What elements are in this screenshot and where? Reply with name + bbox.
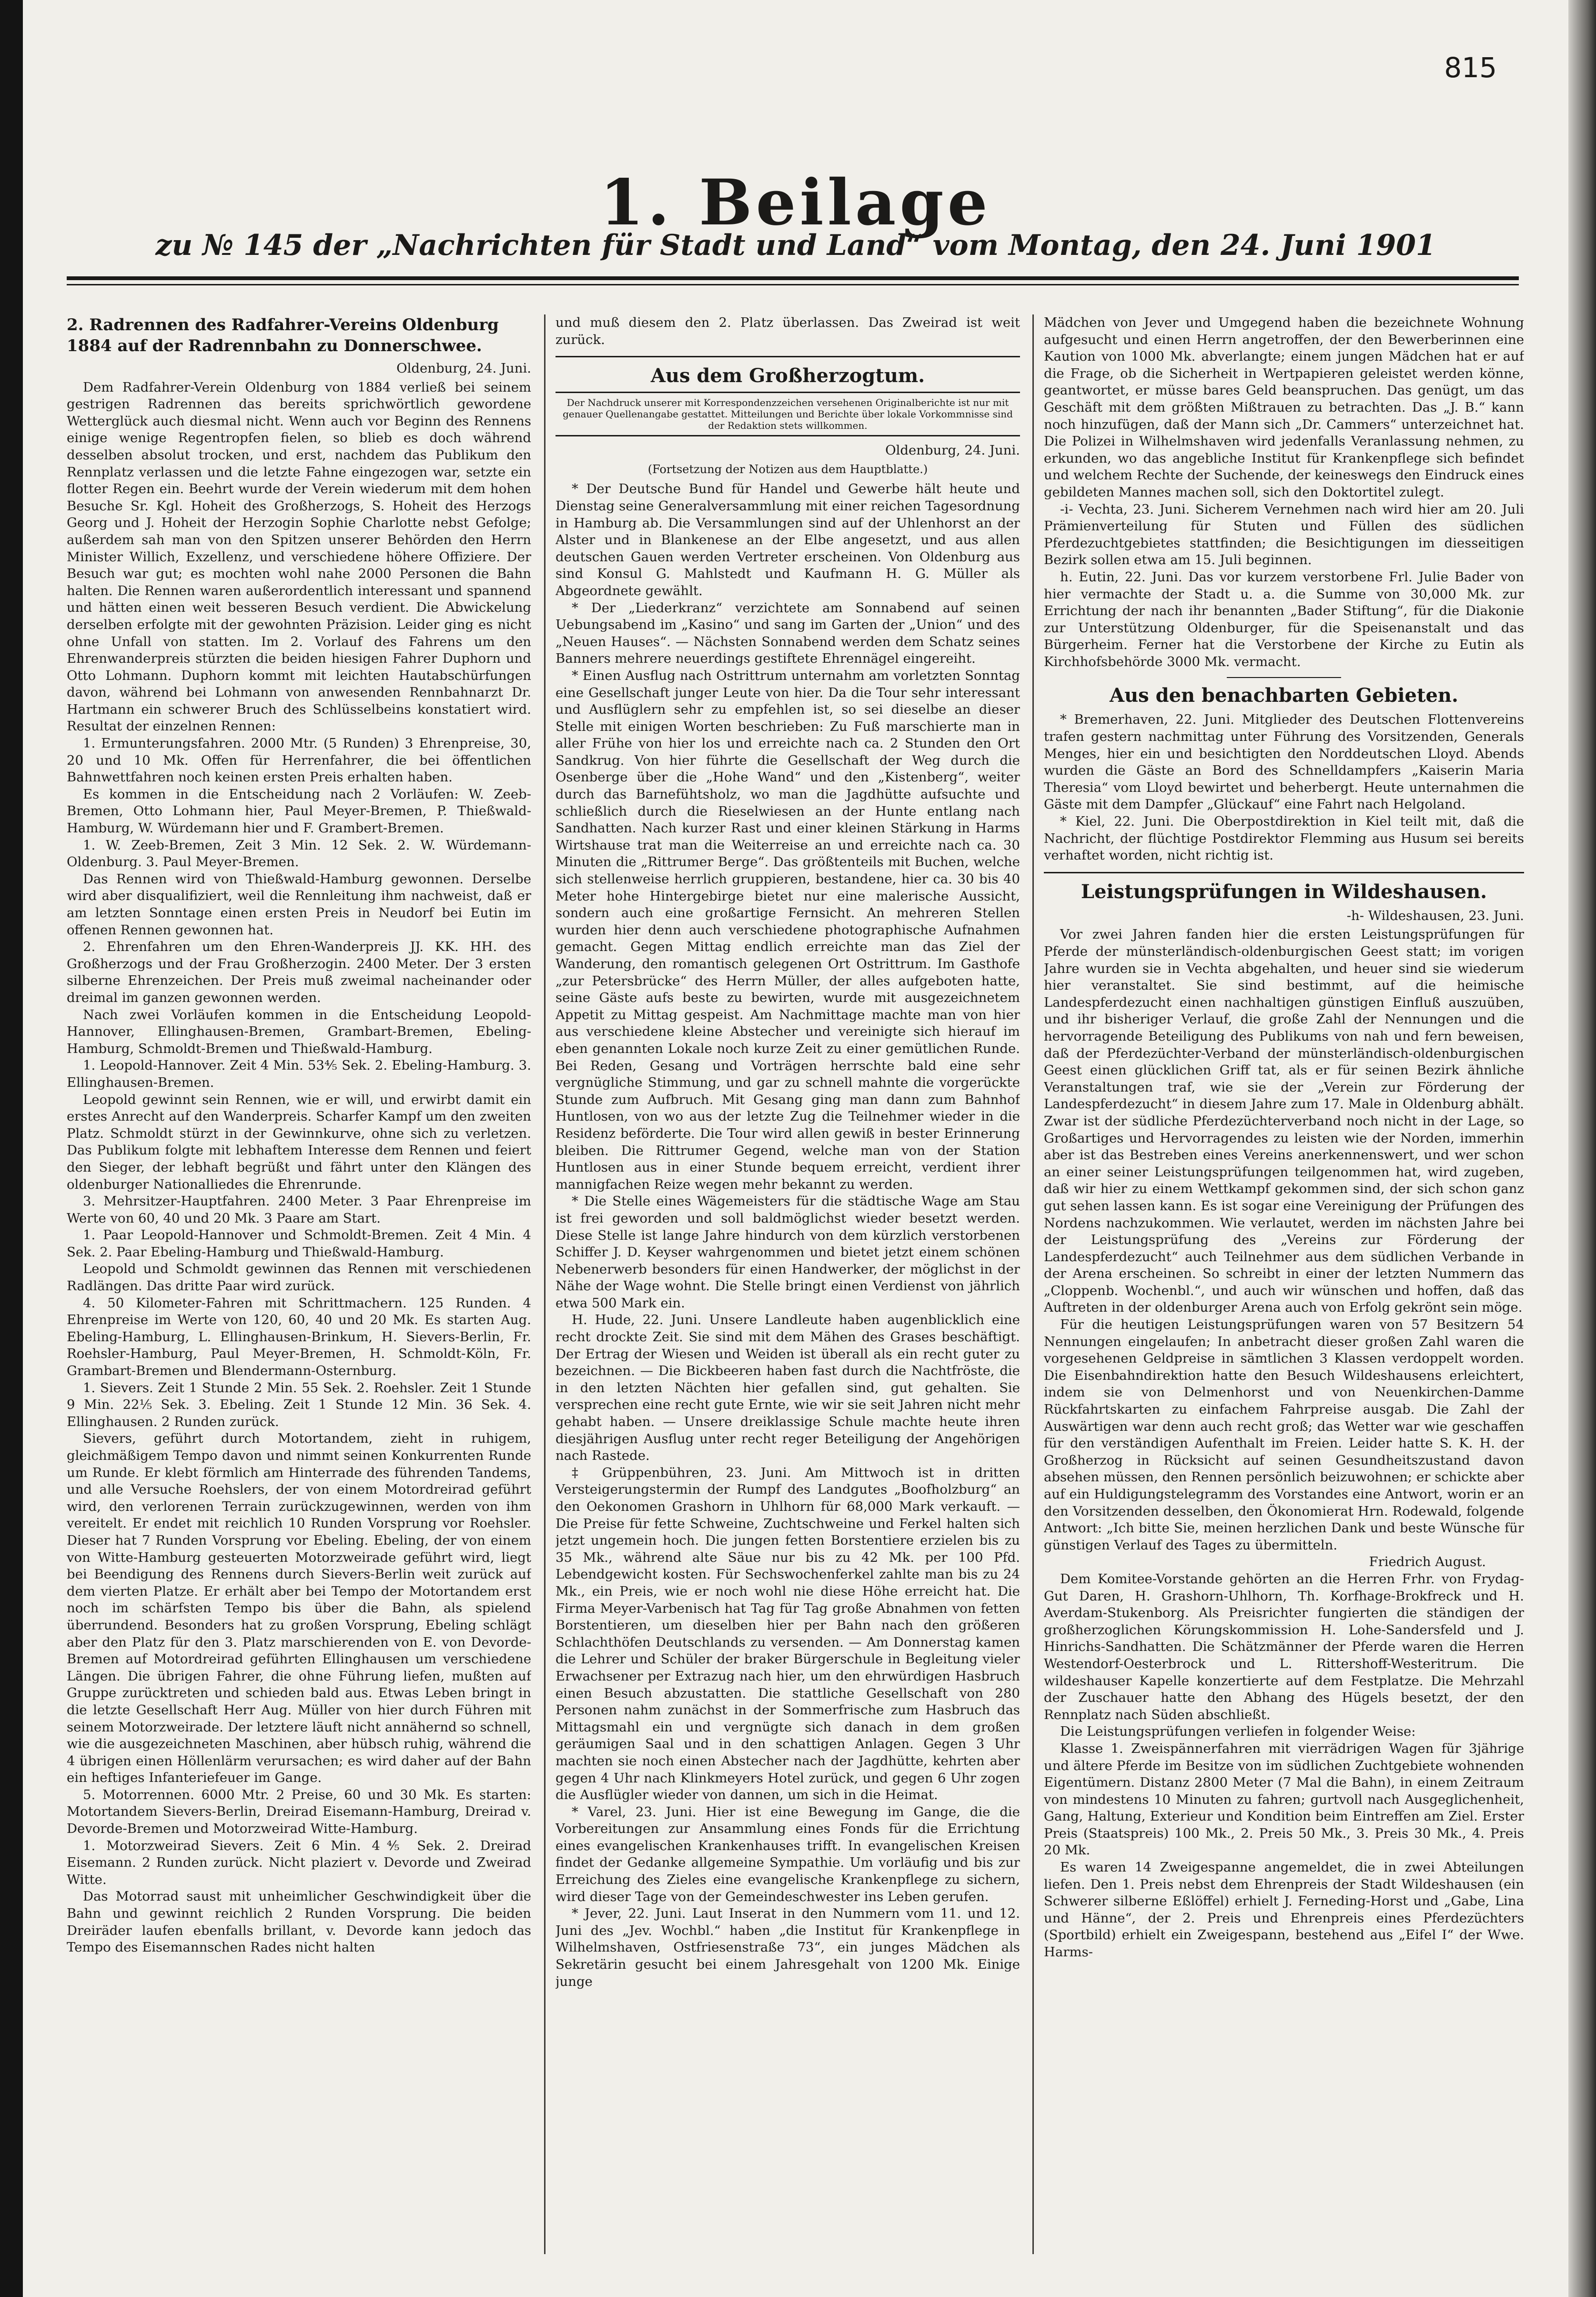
paragraph: Sievers, geführt durch Motortandem, zieht in ruhigem, gleichmäßigem Tempo davon und nimmt seinen Konkurrenten Runde um Runde. Er klebt förmlich am Hinterrade des führenden Tandems, und alle Versuche Roehslers, der von einem Motordreirad geführt wird, den verlorenen Terrain zurückzugewinnen, werden von ihm vereitelt. Er endet mit reichlich 10 Runden Vorsprung vor Roehsler. Dieser hat 7 Runden Vorsprung vor Ebeling. Ebeling, der von einem von Witte-Hamburg gesteuerten Motorzweirade geführt wird, liegt bei Beendigung des Rennens durch Sievers-Berlin weit zurück auf dem vierten Platze. Er erhält aber bei Tempo der Motortandem erst noch im schärfsten Tempo bis über die Bahn, als spielend überrundend. Besonders hat zu großen Vorsprung, Ebeling schlägt aber den Platz für den 3. Platz marschierenden von E. von Devorde-Bremen auf Motordreirad geführten Ellinghausen um verschiedene Längen. Die übrigen Fahrer, die ohne Führung liefen, mußten auf Gruppe zurücktreten und schieden bald aus. Etwas Leben bringt in die letzte Gesellschaft Herr Aug. Müller von hier durch Führen mit seinem Motorzweirade. Der letztere läuft nicht annähernd so schnell, wie die ausgezeichneten Maschinen, aber hübsch ruhig, während die 4 übrigen einen Höllenlärm verursachen; es wird daher auf der Bahn ein heftiges Infanteriefeuer im Gange. [67,1431,531,1786]
paragraph: 1. Sievers. Zeit 1 Stunde 2 Min. 55 Sek. 2. Roehsler. Zeit 1 Stunde 9 Min. 22⅕ Sek. 3. Ebeling. Zeit 1 Stunde 12 Min. 36 Sek. 4. Ellinghausen. 2 Runden zurück. [67,1380,531,1429]
masthead-subtitle: zu № 145 der „Nachrichten für Stadt und Land“ vom Montag, den 24. Juni 1901 [155,229,1436,262]
column-separator-2 [1032,314,1034,2254]
dateline: Oldenburg, 24. Juni. [396,361,531,376]
paragraph: -i- Vechta, 23. Juni. Sicherem Vernehmen nach wird hier am 20. Juli Prämienverteilung für Stuten und Füllen des südlichen Pferdezuchtgebietes stattfinden; die Besichtigungen im diesseitigen Bezirk sollen etwa am 15. Juli beginnen. [1044,501,1524,568]
paragraph: Das Motorrad saust mit unheimlicher Geschwindigkeit über die Bahn und gewinnt reichlich 2 Runden Vorsprung. Die beiden Dreiräder laufen ebenfalls brillant, v. Devorde kann jedoch das Tempo des Eisemannschen Rades nicht halten [67,1889,531,1955]
column-2 [556,314,1020,2259]
section-title-grossherzogtum: Aus dem Großherzogtum. [650,364,925,387]
paragraph: ‡ Grüppenbühren, 23. Juni. Am Mittwoch ist in dritten Versteigerungstermin der Rumpf des Landgutes „Boofholzburg“ an den Oekonomen Grashorn in Uhlhorn für 68,000 Mark verkauft. — Die Preise für fette Schweine, Zuchtschweine und Ferkel halten sich jetzt ungemein hoch. Die jungen fetten Borstentiere erzielen bis zu 35 Mk., während alte Säue nur bis zu 42 Mk. per 100 Pfd. Lebendgewicht kosten. Für Sechswochenferkel zahlte man bis zu 24 Mk., ein Preis, wie er noch wohl nie diese Höhe erreicht hat. Die Firma Meyer-Varbenisch hat Tag für Tag große Abnahmen von fetten Borstentieren, um dieselben hier per Bahn nach den größeren Schlachthöfen Deutschlands zu versenden. — Am Donnerstag kamen die Lehrer und Schüler der braker Bürgerschule in Begleitung vieler Erwachsener per Extrazug nach hier, um den ehrwürdigen Hasbruch einen Besuch abzustatten. Die stattliche Gesellschaft von 280 Personen nahm zunächst in der Sommerfrische zum Hasbruch das Mittagsmahl ein und vergnügte sich danach in dem großen geräumigen Saal und in den schattigen Anlagen. Gegen 3 Uhr machten sie noch einen Abstecher nach der Jagdhütte, kehrten aber gegen 4 Uhr nach Klinkmeyers Hotel zurück, und gegen 6 Uhr zogen die Ausflügler wieder von dannen, um sich in die Heimat. [556,1465,1020,1803]
paragraph: Mädchen von Jever und Umgegend haben die bezeichnete Wohnung aufgesucht und einen Herrn angetroffen, der den Bewerberinnen eine Kaution von 1000 Mk. abverlangte; einem jungen Mädchen hat er auf die Frage, ob die Sicherheit in Wertpapieren geleistet werden könne, geantwortet, er müsse bares Geld beanspruchen. Das genügt, um das Geschäft mit dem größten Mißtrauen zu betrachten. Das „J. B.“ kann noch hinzufügen, daß der Mann sich „Dr. Cammers“ unterzeichnet hat. Die Polizei in Wilhelmshaven wird jedenfalls Veranlassung nehmen, zu erkunden, wo das angebliche Institut für Krankenpflege sich befindet und welchem Rechte der Suchende, der keineswegs den Eindruck eines gebildeten Mannes machen soll, sich den Doktortitel zulegt. [1044,315,1524,500]
paragraph: Es kommen in die Entscheidung nach 2 Vorläufen: W. Zeeb-Bremen, Otto Lohmann hier, Paul Meyer-Bremen, P. Thießwald-Hamburg, W. Würdemann hier und F. Grambert-Bremen. [67,786,531,836]
paragraph: * Bremerhaven, 22. Juni. Mitglieder des Deutschen Flottenvereins trafen gestern nachmittag unter Führung des Vorsitzenden, Generals Menges, hier ein und besichtigten den Norddeutschen Lloyd. Abends wurden die Gäste an Bord des Schnelldampfers „Kaiserin Maria Theresia“ vom Lloyd bewirtet und beherbergt. Heute unternahmen die Gäste mit dem Dampfer „Glückauf“ eine Fahrt nach Helgoland. [1044,712,1524,812]
paragraph: 3. Mehrsitzer-Hauptfahren. 2400 Meter. 3 Paar Ehrenpreise im Werte von 60, 40 und 20 Mk. 3 Paare am Start. [67,1194,531,1226]
paragraph: * Jever, 22. Juni. Laut Inserat in den Nummern vom 11. und 12. Juni des „Jev. Wochbl.“ haben „die Institut für Krankenpflege in Wilhelmshaven, Ostfriesenstraße 73“, ein junges Mädchen als Sekretärin gesucht bei einem Jahresgehalt von 1200 Mk. Einige junge [556,1906,1020,1989]
paragraph: h. Eutin, 22. Juni. Das vor kurzem verstorbene Frl. Julie Bader von hier vermachte der Stadt u. a. die Summe von 30,000 Mk. zur Errichtung der nach ihr benannten „Bader Stiftung“, für die Diakonie zur Unterstützung Oldenburger, für die Speisenanstalt und das Bürgerheim. Ferner hat die Verstorbene der Kirche zu Eutin als Kirchhofsbehörde 3000 Mk. vermacht. [1044,569,1524,669]
paragraph: 4. 50 Kilometer-Fahren mit Schrittmachern. 125 Runden. 4 Ehrenpreise im Werte von 120, 60, 40 und 20 Mk. Es starten Aug. Ebeling-Hamburg, L. Ellinghausen-Brinkum, H. Sievers-Berlin, Fr. Roehsler-Hamburg, Paul Meyer-Bremen, H. Schmoldt-Köln, Fr. Grambart-Bremen und Blendermann-Osternburg. [67,1295,531,1379]
paragraph: 1. W. Zeeb-Bremen, Zeit 3 Min. 12 Sek. 2. W. Würdemann-Oldenburg. 3. Paul Meyer-Bremen. [67,837,531,870]
paragraph: * Die Stelle eines Wägemeisters für die städtische Wage am Stau ist frei geworden und soll baldmöglichst wieder besetzt werden. Diese Stelle ist lange Jahre hindurch von dem kürzlich verstorbenen Schiffer J. D. Keyser wahrgenommen und bietet jetzt einem schönen Nebenerwerb besonders für einen Handwerker, der möglichst in der Nähe der Wage wohnt. Die Stelle bringt einen Verdienst von jährlich etwa 500 Mark ein. [556,1194,1020,1311]
paragraph: Für die heutigen Leistungsprüfungen waren von 57 Besitzern 54 Nennungen eingelaufen; In anbetracht dieser großen Zahl waren die vorgesehenen Geldpreise in sämtlichen 3 Klassen verdoppelt worden. Die Eisenbahndirektion hatte den Besuch Wildeshausens erleichtert, indem sie von Delmenhorst und von Neuenkirchen-Damme Rückfahrtskarten zu einfachem Fahrpreise ausgab. Die Zahl der Auswärtigen war denn auch recht groß; das Wetter war wie geschaffen für den verständigen Aufenthalt im Freien. Leider hatte S. K. H. der Großherzog in Rücksicht auf seinen Gesundheitszustand davon absehen müssen, den Rennen persönlich beizuwohnen; er schickte aber auf ein Huldigungstelegramm des Vorstandes eine Antwort, worin er an den Vorsitzenden desselben, den Ökonomierat Hrn. Rodewald, folgende Antwort: „Ich bitte Sie, meinen herzlichen Dank und beste Wünsche für günstigen Verlauf des Tages zu übermitteln. [1044,1317,1524,1553]
paragraph: Es waren 14 Zweigespanne angemeldet, die in zwei Abteilungen liefen. Den 1. Preis nebst dem Ehrenpreis der Stadt Wildeshausen (ein Schwerer silberne Eßlöffel) erhielt J. Ferneding-Horst und „Gabe, Lina und Hänne“, der 2. Preis und Ehrenpreis eines Pferdezüchters (Sportbild) erhielt ein Zweigespann, bestehend aus „Eifel I“ der Wwe. Harms- [1044,1860,1524,1960]
continuation-paragraph: und muß diesem den 2. Platz überlassen. Das Zweirad ist weit zurück. [556,315,1020,347]
paragraph: Leopold gewinnt sein Rennen, wie er will, und erwirbt damit ein erstes Anrecht auf den Wanderpreis. Scharfer Kampf um den zweiten Platz. Schmoldt stürzt in der Gewinnkurve, ohne sich zu verletzen. Das Publikum folgte mit lebhaftem Interesse dem Rennen und feiert den Sieger, der lebhaft begrüßt und fährt unter den Klängen des oldenburger Nationalliedes die Ehrenrunde. [67,1092,531,1192]
continuation-note: (Fortsetzung der Notizen aus dem Hauptblatte.) [647,462,928,476]
paragraph: * Der Deutsche Bund für Handel und Gewerbe hält heute und Dienstag seine Generalversammlung mit einer reichen Tagesordnung in Hamburg ab. Die Versammlungen sind auf der Uhlenhorst an der Alster und in Blankenese an der Elbe angesetzt, und aus allen deutschen Gauen werden Vertreter erscheinen. Von Oldenburg aus sind Konsul G. Mahlstedt und Kaufmann H. G. Müller als Abgeordnete gewählt. [556,481,1020,598]
masthead-title: 1. Beilage [600,166,991,240]
paragraph: * Der „Liederkranz“ verzichtete am Sonnabend auf seinen Uebungsabend im „Kasino“ und sang im Garten der „Union“ und des „Neuen Hauses“. — Nächsten Sonnabend werden dem Schatz seines Banners mehrere neuerdings gestiftete Ehrennägel eingereiht. [556,600,1020,667]
dateline: -h- Wildeshausen, 23. Juni. [1346,908,1524,923]
paragraph: 1. Motorzweirad Sievers. Zeit 6 Min. 4⅘ Sek. 2. Dreirad Eisemann. 2 Runden zurück. Nicht plaziert v. Devorde und Zweirad Witte. [67,1838,531,1887]
paragraph: 1. Paar Leopold-Hannover und Schmoldt-Bremen. Zeit 4 Min. 4 Sek. 2. Paar Ebeling-Hamburg und Thießwald-Hamburg. [67,1227,531,1260]
paragraph: 1. Leopold-Hannover. Zeit 4 Min. 53⅘ Sek. 2. Ebeling-Hamburg. 3. Ellinghausen-Bremen. [67,1058,531,1090]
paragraph: * Kiel, 22. Juni. Die Oberpostdirektion in Kiel teilt mit, daß die Nachricht, der flüchtige Postdirektor Flemming aus Husum sei bereits verhaftet worden, nicht richtig ist. [1044,814,1524,863]
paragraph: Nach zwei Vorläufen kommen in die Entscheidung Leopold-Hannover, Ellinghausen-Bremen, Grambart-Bremen, Ebeling-Hamburg, Schmoldt-Bremen und Thießwald-Hamburg. [67,1007,531,1056]
paragraph: * Varel, 23. Juni. Hier ist eine Bewegung im Gange, die die Vorbereitungen zur Ansammlung eines Fonds für die Errichtung eines evangelischen Krankenhauses trifft. In evangelischen Kreisen findet der Gedanke allgemeine Sympathie. Um vorläufig und bis zur Erreichung des Zieles eine evangelische Krankenpflege zu sichern, wird dieser Tage von der Gemeindeschwester ins Leben gerufen. [556,1804,1020,1904]
paragraph: Die Leistungsprüfungen verliefen in folgender Weise: [1060,1724,1416,1740]
section-rule [1044,872,1524,873]
section-title-benachbarte-gebiete: Aus den benachbarten Gebieten. [1110,684,1458,707]
article-headline-radrennen: 2. Radrennen des Radfahrer-Vereins Oldenburg 1884 auf der Radrennbahn zu Donnerschwee. [67,315,499,355]
paragraph: H. Hude, 22. Juni. Unsere Landleute haben augenblicklich eine recht drockte Zeit. Sie sind mit dem Mähen des Grases beschäftigt. Der Ertrag der Wiesen und Weiden ist überall als ein recht guter zu bezeichnen. — Die Bickbeeren haben fast durch die Nachtfröste, die in den letzten Nächten hier gefallen sind, gut gehalten. Sie versprechen eine recht gute Ernte, wie wir sie seit Jahren nicht mehr gehabt haben. — Unsere dreiklassige Schule machte heute ihren diesjährigen Ausflug unter recht reger Beteiligung der Angehörigen nach Rastede. [556,1312,1020,1464]
paragraph: 1. Ermunterungsfahren. 2000 Mtr. (5 Runden) 3 Ehrenpreise, 30, 20 und 10 Mk. Offen für Herrenfahrer, die bei öffentlichen Bahnwettfahren noch keinen ersten Preis erhalten haben. [67,736,531,785]
paragraph: Dem Radfahrer-Verein Oldenburg von 1884 verließ bei seinem gestrigen Radrennen das bereits sprichwörtlich gewordene Wetterglück auch diesmal nicht. Wenn auch vor Beginn des Rennens einige wenige Regentropfen fielen, so blieb es doch während desselben absolut trocken, und erst, nachdem das Publikum den Rennplatz verlassen und die letzte Fahne eingezogen war, setzte ein flotter Regen ein. Beehrt wurde der Verein wiederum mit dem hohen Besuche Sr. Kgl. Hoheit des Großherzogs, S. Hoheit des Herzogs Georg und J. Hoheit der Herzogin Sophie Charlotte nebst Gefolge; außerdem sah man von den Spitzen unserer Behörden den Herrn Minister Willich, Exzellenz, und verschiedene höhere Offiziere. Der Besuch war gut; es mochten wohl nahe 2000 Personen die Bahn halten. Die Rennen waren außerordentlich interessant und spannend und hätten einen weit besseren Besuch verdient. Die Abwickelung derselben erfolgte mit der gewohnten Präzision. Leider ging es nicht ohne Unfall von statten. Im 2. Vorlauf des Fahrens um den Ehrenwanderpreis stürzten die beiden hiesigen Fahrer Duphorn und Otto Lohmann. Duphorn kommt mit leichten Hautabschürfungen davon, während bei Lohmann von anwesenden Rennbahnarzt Dr. Hartmann ein schwerer Bruch des Schlüsselbeins konstatiert wird. Resultat der einzelnen Rennen: [67,379,531,734]
masthead-rule-thin [67,284,1519,285]
paragraph: Klasse 1. Zweispännerfahren mit vierrädrigen Wagen für 3jährige und ältere Pferde im Besitze von im südlichen Zuchtgebiete wohnenden Eigentümern. Distanz 2800 Meter (7 Mal die Bahn), in einem Zeitraum von mindestens 10 Minuten zu fahren; gurtvoll nach Ausgeglichenheit, Gang, Haltung, Exterieur und Kondition beim Eintreffen am Ziel. Erster Preis (Staatspreis) 100 Mk., 2. Preis 50 Mk., 3. Preis 30 Mk., 4. Preis 20 Mk. [1044,1740,1524,1858]
page-number: 815 [1444,51,1497,84]
paragraph: 5. Motorrennen. 6000 Mtr. 2 Preise, 60 und 30 Mk. Es starten: Motortandem Sievers-Berlin, Dreirad Eisemann-Hamburg, Dreirad v. Devorde-Bremen und Motorzweirad Witte-Hamburg. [67,1787,531,1837]
paragraph: Dem Komitee-Vorstande gehörten an die Herren Frhr. von Frydag-Gut Daren, H. Grashorn-Uhlhorn, Th. Korfhage-Brokfreck und H. Averdam-Stukenborg. Als Preisrichter fungierten die ständigen der großherzoglichen Körungskommission H. Lohe-Sandersfeld und J. Hinrichs-Sandhatten. Die Schätzmänner der Pferde waren die Herren Westendorf-Oesterbrock und L. Rittershoff-Westeritrum. Die wildeshauser Kapelle konzertierte auf dem Festplatze. Die Mehrzahl der Zuschauer hatte den Abhang des Hügels besetzt, der den Rennplatz nach Süden abschließt. [1044,1571,1524,1722]
scan-left-edge [0,0,23,2297]
column-separator-1 [544,314,545,2254]
dateline: Oldenburg, 24. Juni. [885,443,1020,458]
signature: Friedrich August. [1369,1554,1486,1570]
section-rule [556,356,1020,357]
column-1 [67,314,531,2259]
reprint-notice: Der Nachdruck unserer mit Korrespondenzzeichen versehenen Originalberichte ist nur mit genauer Quellenangabe gestattet. Mitteilungen und Berichte über lokale Vorkommnisse sind der Redaktion stets willkommen. [556,392,1020,436]
column-3 [1044,314,1524,2259]
scan-right-edge [1568,0,1596,2297]
paragraph: Leopold und Schmoldt gewinnen das Rennen mit verschiedenen Radlängen. Das dritte Paar wird zurück. [67,1261,531,1294]
paragraph: 2. Ehrenfahren um den Ehren-Wanderpreis JJ. KK. HH. des Großherzogs und der Frau Großherzogin. 2400 Meter. Der 3 ersten silberne Ehrenzeichen. Der Preis muß zweimal nacheinander oder dreimal im ganzen gewonnen werden. [67,939,531,1005]
section-rule [1227,677,1341,678]
paragraph: Vor zwei Jahren fanden hier die ersten Leistungsprüfungen für Pferde der münsterländisch-oldenburgischen Geest statt; im vorigen Jahre wurden sie in Vechta abgehalten, und heuer sind sie wiederum hier veranstaltet. Sie sind bestimmt, auf die heimische Landespferdezucht einen nachhaltigen günstigen Einfluß auszuüben, und ihr bisheriger Verlauf, die große Zahl der Nennungen und die hervorragende Beteiligung des Publikums von nah und fern beweisen, daß der Pferdezüchter-Verband der münsterländisch-oldenburgischen Geest einen glücklichen Griff tat, als er für seinen Bezirk ähnliche Veranstaltungen traf, wie sie der „Verein zur Förderung der Landespferdezucht“ in diesem Jahre zum 17. Male in Oldenburg abhält. Zwar ist der südliche Pferdezüchterverband noch nicht in der Lage, so Großartiges und Hervorragendes zu leisten wie der Norden, immerhin aber ist das Bestreben eines Vereins anerkennenswert, und wer schon an einer seiner Leistungsprüfungen teilgenommen hat, wird zugeben, daß wir hier zu einem Wettkampf gekommen sind, der sich schon ganz gut sehen lassen kann. Es ist sogar eine Vereinigung der Prüfungen des Nordens nachzukommen. Wie verlautet, werden im nächsten Jahre bei der Leistungsprüfung des „Vereins zur Förderung der Landespferdezucht“ auch Teilnehmer aus dem südlichen Verbande in der Arena erscheinen. So schreibt in einer der letzten Nummern das „Cloppenb. Wochenbl.“, und auch wir wünschen und hoffen, daß das Auftreten in der oldenburger Arena auch von Erfolg gekrönt sein möge. [1044,927,1524,1315]
newspaper-page [23,0,1568,2297]
masthead-rule-thick [67,276,1519,280]
paragraph: * Einen Ausflug nach Ostrittrum unternahm am vorletzten Sonntag eine Gesellschaft junger Leute von hier. Da die Tour sehr interessant und Ausflüglern sehr zu empfehlen ist, so sei dieselbe an dieser Stelle mit einigen Worten beschrieben: Zu Fuß marschierte man in aller Frühe von hier los und erreichte nach ca. 2 Stunden den Ort Sandkrug. Von hier führte die Gesellschaft der Weg durch die Osenberge über die „Hohe Wand“ und den „Kistenberg“, weiter durch das Barnefühtsholz, wo man die Jagdhütte aufsuchte und schließlich durch die Rieselwiesen an der Hunte entlang nach Sandhatten. Nach kurzer Rast und einer kleinen Stärkung in Harms Wirtshause trat man die Weiterreise an und erreichte nach ca. 30 Minuten die „Rittrumer Berge“. Das größtenteils mit Buchen, welche sich stellenweise herrlich gruppieren, bestandene, hier ca. 30 bis 40 Meter hohe Hintergebirge bietet nur eine malerische Aussicht, sondern auch eine großartige Fernsicht. An mehreren Stellen wurden hier denn auch verschiedene photographische Aufnahmen gemacht. Gegen Mittag endlich erreichte man das Ziel der Wanderung, den romantisch gelegenen Ort Ostrittrum. Im Gasthofe „zur Petersbrücke“ des Herrn Müller, der alles aufgeboten hatte, seine Gäste aufs beste zu bewirten, wurde mit ausgezeichnetem Appetit zu Mittag gespeist. Am Nachmittage machte man von hier aus verschiedene kleine Abstecher und vereinigte sich hierauf im eben genannten Lokale noch kurze Zeit zu einer gemütlichen Runde. Bei Reden, Gesang und Vorträgen herrschte bald eine sehr vergnügliche Stimmung, und gar zu schnell mahnte die vorgerückte Stunde zum Aufbruch. Mit Gesang ging man dann zum Bahnhof Huntlosen, von wo aus der letzte Zug die Teilnehmer wieder in die Residenz beförderte. Die Tour wird allen gewiß in bester Erinnerung bleiben. Die Rittrumer Gegend, welche man von der Station Huntlosen aus in einer Stunde bequem erreicht, verdient ihrer mannigfachen Reize wegen mehr bekannt zu werden. [556,668,1020,1192]
paragraph: Das Rennen wird von Thießwald-Hamburg gewonnen. Derselbe wird aber disqualifiziert, weil die Rennleitung ihm nachweist, daß er am letzten Sonntage einen ersten Preis in Neudorf bei Eutin im offenen Rennen gewonnen hat. [67,871,531,938]
section-title-leistungspruefungen: Leistungsprüfungen in Wildeshausen. [1081,880,1487,903]
